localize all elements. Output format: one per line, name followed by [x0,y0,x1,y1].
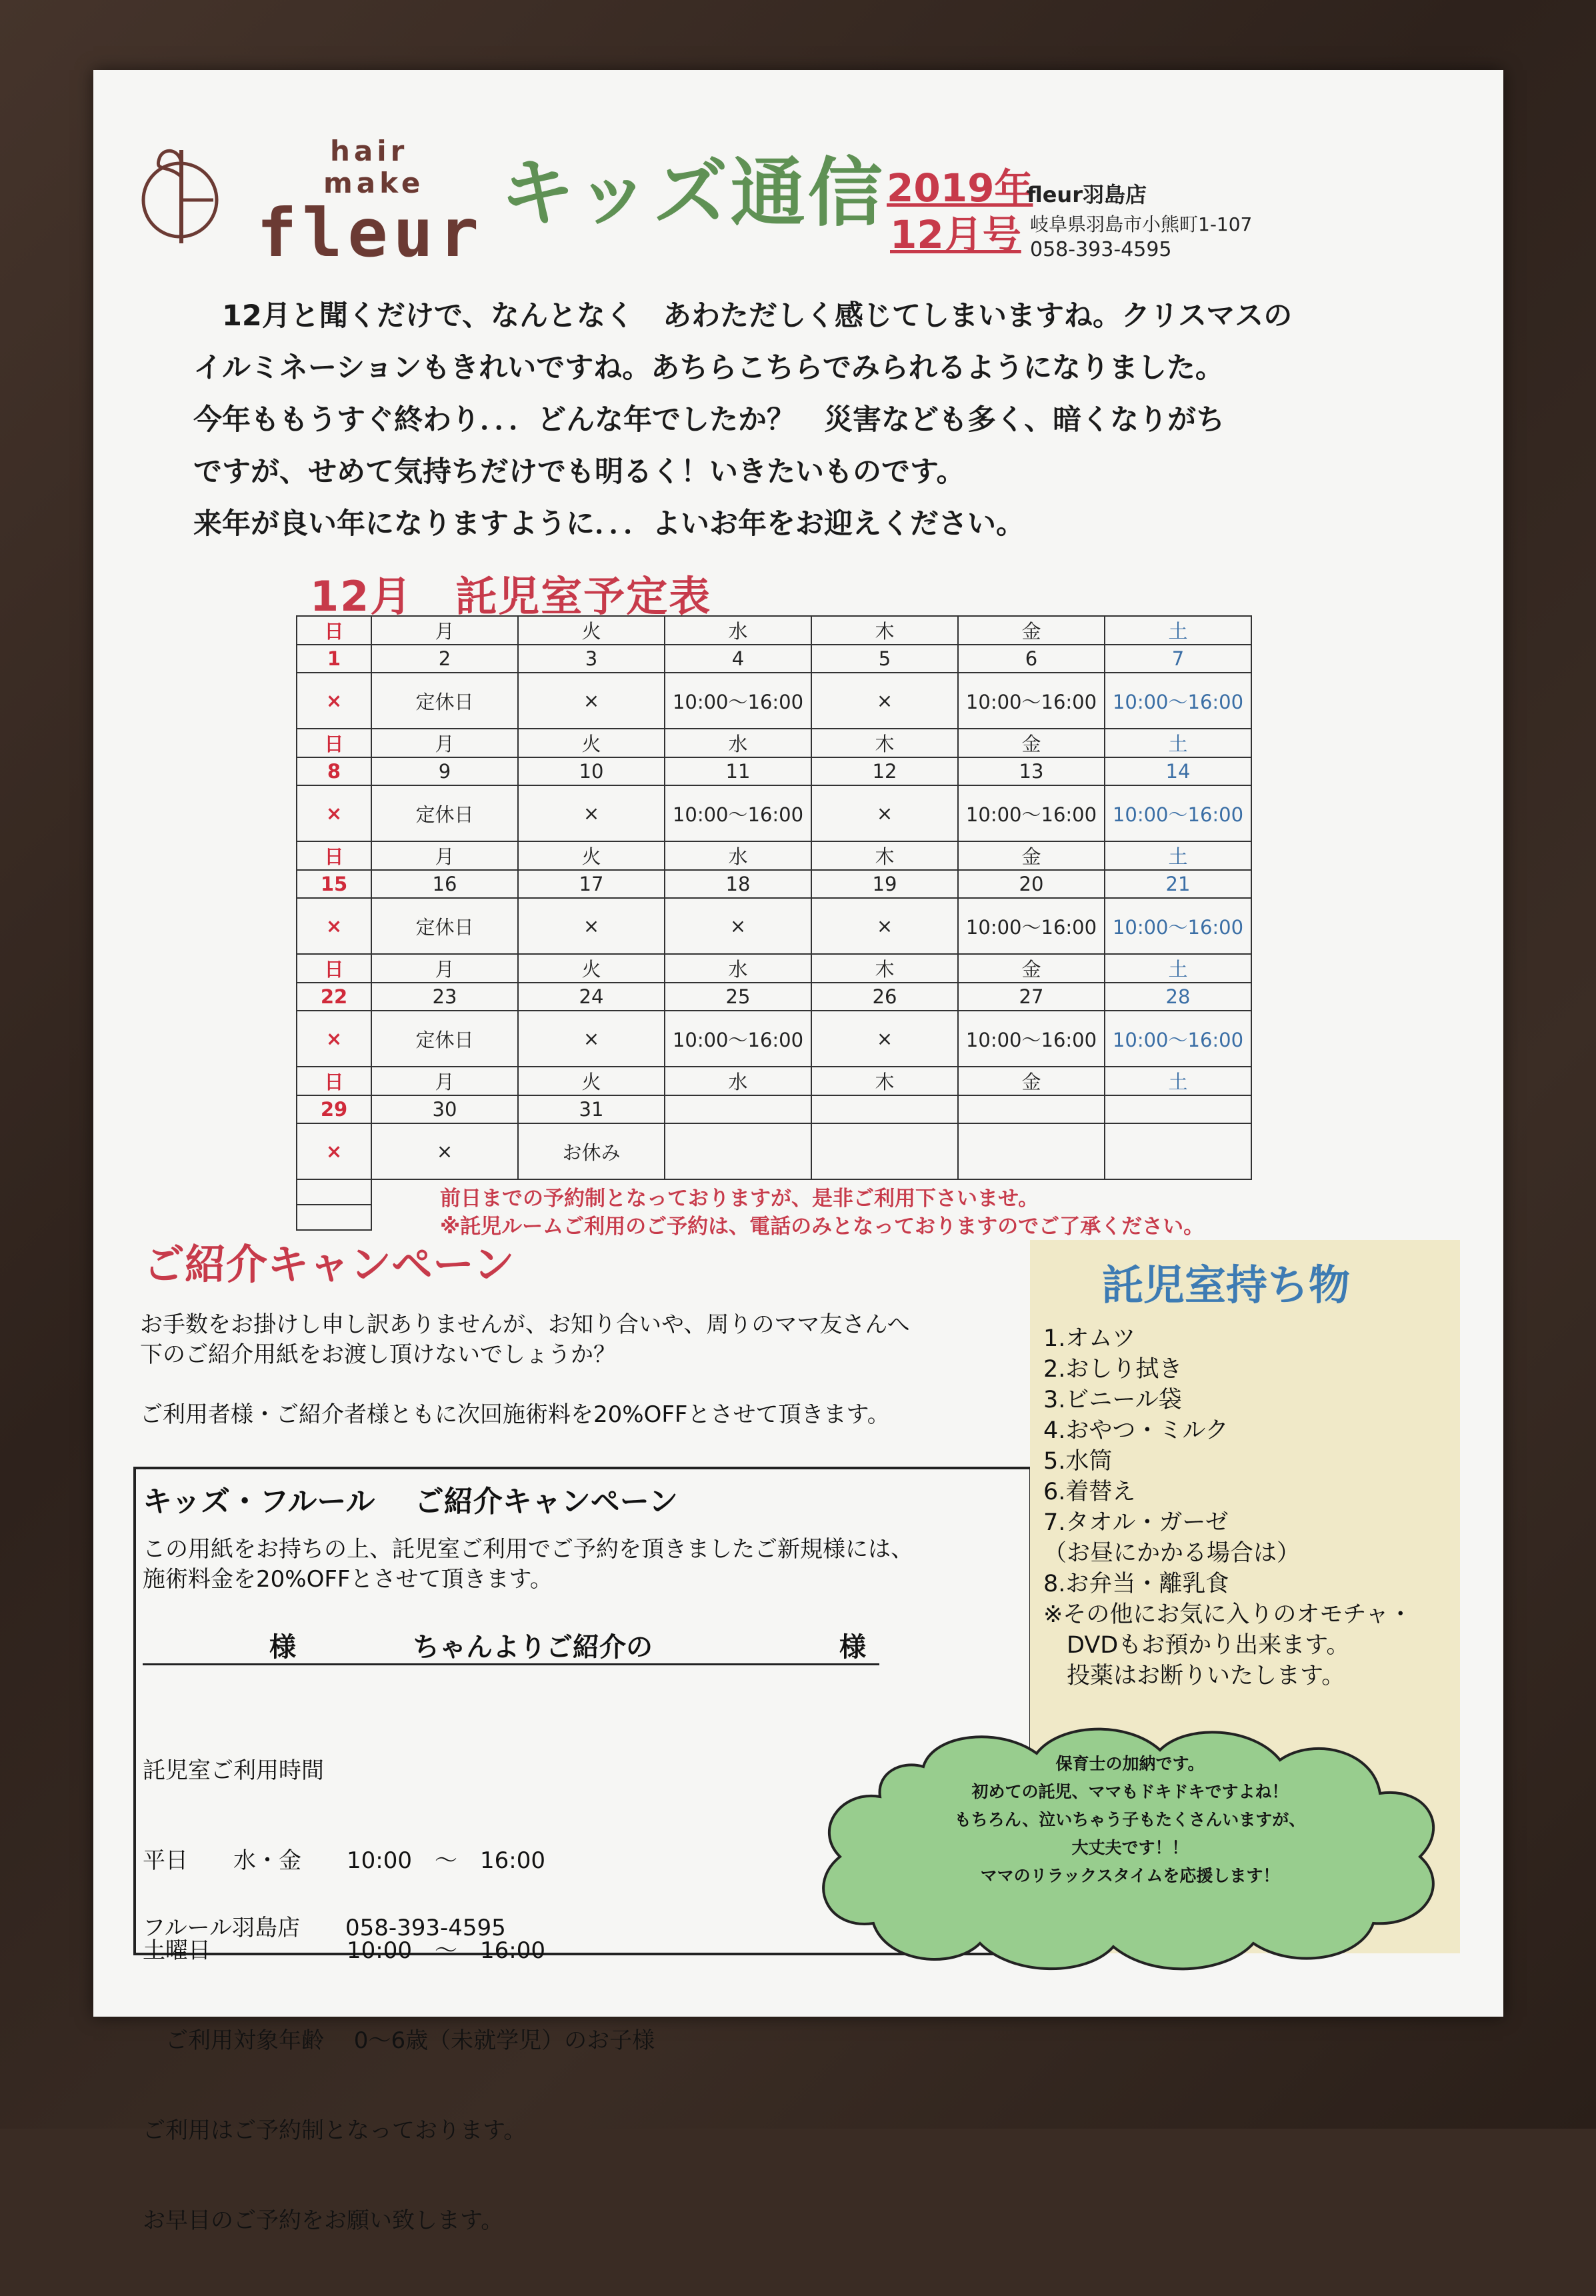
schedule-table [296,615,1252,1231]
availability-cell: × [811,1011,958,1067]
weekday-cell: 火 [518,954,665,983]
logo-make: make [323,167,425,199]
date-cell: 13 [958,757,1105,785]
date-cell: 11 [665,757,811,785]
intro-text [193,290,1407,550]
coupon-hours-line: お早目のご予約をお願い致します。 [143,2207,504,2234]
availability-cell: × [371,1123,518,1179]
date-cell: 9 [371,757,518,785]
date-cell: 17 [518,870,665,898]
availability-cell: × [297,673,371,729]
date-cell: 24 [518,983,665,1011]
date-cell: 18 [665,870,811,898]
page-title: キッズ通信 [500,150,885,237]
date-cell: 7 [1105,645,1251,673]
weekday-cell: 月 [371,729,518,757]
coupon-hours-line: ご利用対象年齢 0～6歳（未就学児）のお子様 [143,2027,655,2054]
weekday-cell: 木 [811,954,958,983]
weekday-cell: 土 [1105,616,1251,645]
weekday-cell: 土 [1105,729,1251,757]
availability-cell: 10:00～16:00 [958,673,1105,729]
weekday-cell: 日 [297,616,371,645]
weekday-cell: 日 [297,729,371,757]
weekday-cell: 金 [958,954,1105,983]
weekday-row [297,616,1251,645]
belongings-item: （お昼にかかる場合は） [1043,1540,1301,1567]
coupon-fill-line [143,1626,879,1665]
schedule-notes [440,1185,1204,1241]
availability-cell: 10:00～16:00 [665,785,811,841]
belongings-item: 5.水筒 [1043,1448,1113,1475]
newsletter-paper [93,70,1503,2234]
weekday-cell: 月 [371,1067,518,1095]
date-row [297,1095,1251,1123]
date-row [297,757,1251,785]
coupon-hours-line: 託児室ご利用時間 [143,1757,324,1784]
weekday-cell: 火 [518,841,665,870]
coupon-chan: ちゃんよりご紹介の [413,1632,653,1663]
weekday-row [297,1067,1251,1095]
campaign-text [140,1310,1073,1460]
campaign-line: 下のご紹介用紙をお渡し頂けないでしょうか？ [140,1341,616,1368]
date-cell [665,1095,811,1123]
weekday-row [297,729,1251,757]
date-cell: 29 [297,1095,371,1123]
weekday-cell: 水 [665,729,811,757]
campaign-title: ご紹介キャンペーン [143,1240,515,1289]
date-cell: 8 [297,757,371,785]
weekday-cell: 月 [371,841,518,870]
coupon-sama-1: 様 [269,1632,296,1663]
availability-cell: × [518,898,665,954]
availability-cell [811,1123,958,1179]
cloud-line: ママのリラックスタイムを応援します！ [980,1866,1280,1885]
weekday-cell: 金 [958,729,1105,757]
empty-cell [297,1205,371,1230]
belongings-item: 8.お弁当・離乳食 [1043,1571,1229,1597]
date-cell: 2 [371,645,518,673]
availability-cell: 10:00～16:00 [665,1011,811,1067]
belongings-item: 4.おやつ・ミルク [1043,1417,1229,1444]
availability-cell: × [665,898,811,954]
availability-cell [1105,1123,1251,1179]
weekday-cell: 金 [958,616,1105,645]
store-name: fleur羽島店 [1027,182,1147,207]
coupon-title: キッズ・フルール ご紹介キャンペーン [143,1485,678,1519]
weekday-cell: 日 [297,1067,371,1095]
availability-cell: × [297,1011,371,1067]
weekday-cell: 土 [1105,954,1251,983]
weekday-cell: 火 [518,1067,665,1095]
availability-cell: × [811,898,958,954]
campaign-paragraph: ご利用者様・ご紹介者様ともに次回施術料を20%OFFとさせて頂きます。 [140,1401,890,1428]
availability-cell: 10:00～16:00 [958,1011,1105,1067]
availability-cell: 10:00～16:00 [665,673,811,729]
belongings-item: 6.着替え [1043,1479,1136,1505]
availability-cell: 10:00～16:00 [1105,1011,1251,1067]
belongings-item: 7.タオル・ガーゼ [1043,1509,1229,1536]
date-cell: 22 [297,983,371,1011]
date-cell: 28 [1105,983,1251,1011]
date-cell: 1 [297,645,371,673]
availability-row [297,898,1251,954]
availability-cell: 定休日 [371,673,518,729]
date-cell: 6 [958,645,1105,673]
intro-line: ですが、せめて気持ちだけでも明るく！いきたいものです。 [193,455,965,489]
weekday-cell: 火 [518,616,665,645]
weekday-cell: 月 [371,616,518,645]
belongings-item: ※その他にお気に入りのオモチャ・ [1043,1601,1413,1628]
weekday-cell: 水 [665,841,811,870]
weekday-row [297,841,1251,870]
coupon-hours-line: ご利用はご予約制となっております。 [143,2117,527,2144]
date-cell: 10 [518,757,665,785]
availability-row [297,673,1251,729]
campaign-line: お手数をお掛けし申し訳ありませんが、お知り合いや、周りのママ友さんへ [140,1311,910,1338]
issue-year: 2019年 [887,165,1033,211]
intro-line: 来年が良い年になりますように．．．よいお年をお迎えください。 [193,507,1025,541]
availability-cell: × [297,1123,371,1179]
weekday-cell: 水 [665,1067,811,1095]
date-row [297,983,1251,1011]
coupon-body [143,1535,913,1595]
issue-month: 12月号 [890,212,1021,257]
schedule-note: 前日までの予約制となっておりますが、是非ご利用下さいませ。 [440,1187,1039,1211]
belongings-title: 託児室持ち物 [1102,1261,1351,1309]
availability-cell: 定休日 [371,785,518,841]
cloud-line: 初めての託児、ママもドキドキですよね！ [971,1782,1289,1801]
availability-cell: お休み [518,1123,665,1179]
date-cell: 3 [518,645,665,673]
date-cell [958,1095,1105,1123]
weekday-cell: 金 [958,841,1105,870]
date-cell: 25 [665,983,811,1011]
logo-brand: fleur [257,194,485,272]
availability-cell: × [518,785,665,841]
weekday-cell: 土 [1105,841,1251,870]
weekday-row [297,954,1251,983]
weekday-cell: 木 [811,616,958,645]
availability-cell: × [297,785,371,841]
date-cell: 4 [665,645,811,673]
cloud-line: 保育士の加納です。 [1055,1754,1205,1773]
date-cell: 23 [371,983,518,1011]
schedule-title: 12月 託児室予定表 [310,572,712,621]
availability-cell [665,1123,811,1179]
empty-cell [297,1179,371,1205]
belongings-item: 投薬はお断りいたします。 [1043,1663,1345,1689]
campaign-paragraph [140,1310,1073,1370]
weekday-cell: 水 [665,616,811,645]
availability-cell: 10:00～16:00 [958,785,1105,841]
belongings-item: 2.おしり拭き [1043,1356,1183,1383]
cloud-message [800,1750,1460,1890]
date-cell: 20 [958,870,1105,898]
date-cell: 31 [518,1095,665,1123]
weekday-cell: 木 [811,1067,958,1095]
date-cell [1105,1095,1251,1123]
coupon-sama-2: 様 [839,1632,866,1663]
availability-cell: × [811,785,958,841]
availability-row [297,1123,1251,1179]
intro-line: 今年ももうすぐ終わり．．．どんな年でしたか？ 災害なども多く、暗くなりがち [193,403,1225,437]
intro-line: 12月と聞くだけで、なんとなく あわただしく感じてしまいますね。クリスマスの [193,299,1293,333]
fleur-logo-icon [133,137,220,250]
coupon-hours-line: 平日 水・金 10:00 ～ 16:00 [143,1847,545,1874]
weekday-cell: 月 [371,954,518,983]
coupon-footer: フルール羽島店 058-393-4595 [143,1915,506,1941]
weekday-cell: 木 [811,841,958,870]
belongings-item: 3.ビニール袋 [1043,1387,1182,1413]
availability-cell: 定休日 [371,898,518,954]
cloud-line: もちろん、泣いちゃう子もたくさんいますが、 [954,1810,1306,1829]
coupon-hours [143,1696,655,2296]
coupon-hours-line: 土曜日 10:00 ～ 16:00 [143,1937,545,1964]
store-phone: 058-393-4595 [1030,238,1172,261]
availability-cell: 10:00～16:00 [1105,673,1251,729]
date-cell [811,1095,958,1123]
date-cell: 12 [811,757,958,785]
weekday-cell: 日 [297,841,371,870]
cloud-line: 大丈夫です！！ [1071,1838,1189,1857]
belongings-list [1043,1323,1412,1691]
date-cell: 15 [297,870,371,898]
availability-cell: × [518,673,665,729]
date-row [297,645,1251,673]
weekday-cell: 木 [811,729,958,757]
coupon-body-line: この用紙をお持ちの上、託児室ご利用でご予約を頂きましたご新規様には、 [143,1536,913,1563]
belongings-item: DVDもお預かり出来ます。 [1043,1632,1350,1659]
date-cell: 5 [811,645,958,673]
date-cell: 21 [1105,870,1251,898]
store-address: 岐阜県羽島市小熊町1-107 [1030,213,1253,235]
weekday-cell: 日 [297,954,371,983]
weekday-cell: 水 [665,954,811,983]
logo-hair: hair [330,135,409,167]
availability-cell: × [518,1011,665,1067]
availability-row [297,785,1251,841]
date-row [297,870,1251,898]
date-cell: 26 [811,983,958,1011]
availability-row [297,1011,1251,1067]
availability-cell: 10:00～16:00 [1105,785,1251,841]
availability-cell: 10:00～16:00 [958,898,1105,954]
weekday-cell: 金 [958,1067,1105,1095]
date-cell: 27 [958,983,1105,1011]
availability-cell [958,1123,1105,1179]
availability-cell: × [297,898,371,954]
availability-cell: 10:00～16:00 [1105,898,1251,954]
date-cell: 30 [371,1095,518,1123]
schedule-note: ※託児ルームご利用のご予約は、電話のみとなっておりますのでご了承ください。 [440,1215,1205,1239]
date-cell: 16 [371,870,518,898]
intro-line: イルミネーションもきれいですね。あちらこちらでみられるようになりました。 [193,351,1224,385]
coupon-body-line: 施術料金を20%OFFとさせて頂きます。 [143,1566,553,1593]
belongings-item: 1.オムツ [1043,1325,1136,1352]
date-cell: 14 [1105,757,1251,785]
availability-cell: × [811,673,958,729]
date-cell: 19 [811,870,958,898]
weekday-cell: 土 [1105,1067,1251,1095]
weekday-cell: 火 [518,729,665,757]
availability-cell: 定休日 [371,1011,518,1067]
